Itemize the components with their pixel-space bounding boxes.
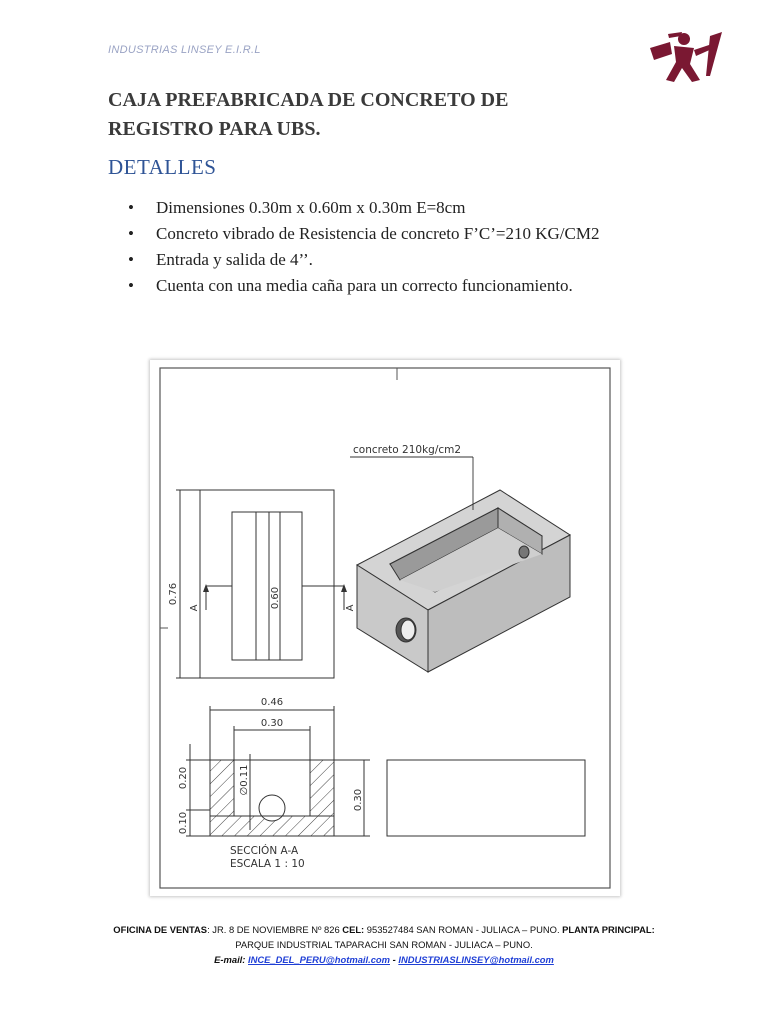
dim-total-height: 0.30 bbox=[353, 788, 364, 812]
footer-plant-label: PLANTA PRINCIPAL: bbox=[562, 924, 655, 935]
scale-label: ESCALA 1 : 10 bbox=[230, 858, 305, 870]
footer-email-separator: - bbox=[390, 954, 399, 965]
title-line-1: CAJA PREFABRICADA DE CONCRETO DE bbox=[108, 89, 509, 111]
document-title bbox=[108, 86, 628, 144]
dim-outer-height: 0.76 bbox=[168, 582, 179, 606]
dim-inner-height: 0.60 bbox=[270, 586, 281, 610]
dim-pipe: ∅0.11 bbox=[239, 764, 250, 796]
dim-upper: 0.20 bbox=[178, 766, 189, 790]
material-callout: concreto 210kg/cm2 bbox=[353, 444, 462, 456]
isometric-view bbox=[357, 490, 570, 672]
technical-drawing bbox=[150, 360, 620, 896]
list-item: • Concreto vibrado de Resistencia de concreto F’C’=210 KG/CM2 bbox=[128, 221, 648, 246]
side-elevation bbox=[387, 760, 585, 836]
list-item: • Dimensiones 0.30m x 0.60m x 0.30m E=8cm bbox=[128, 195, 648, 220]
plan-view bbox=[176, 490, 344, 678]
footer-email-label: E-mail: bbox=[214, 954, 246, 965]
footer bbox=[100, 922, 668, 967]
company-name: INDUSTRIAS LINSEY E.I.R.L bbox=[108, 44, 261, 56]
company-logo-icon bbox=[648, 30, 724, 84]
footer-cel-value: 953527484 SAN ROMAN - JULIACA – PUNO. bbox=[364, 924, 563, 935]
list-item: • Cuenta con una media caña para un correcto funcionamiento. bbox=[128, 273, 648, 298]
footer-sales-address: : JR. 8 DE NOVIEMBRE Nº 826 bbox=[207, 924, 343, 935]
dim-lower: 0.10 bbox=[178, 811, 189, 835]
section-heading: DETALLES bbox=[108, 155, 217, 179]
section-label: SECCIÓN A-A bbox=[230, 845, 299, 857]
dim-outer-width: 0.46 bbox=[260, 697, 284, 708]
footer-sales-label: OFICINA DE VENTAS bbox=[113, 924, 208, 935]
footer-plant-value: PARQUE INDUSTRIAL TAPARACHI SAN ROMAN - JULIACA – PUNO. bbox=[235, 939, 533, 950]
dim-inner-width: 0.30 bbox=[260, 718, 284, 729]
email-link-linsey[interactable]: INDUSTRIASLINSEY@hotmail.com bbox=[398, 954, 554, 965]
email-link-ince[interactable]: INCE_DEL_PERU@hotmail.com bbox=[248, 954, 390, 965]
title-line-2: REGISTRO PARA UBS. bbox=[108, 118, 321, 140]
details-list bbox=[128, 195, 648, 299]
section-mark-left: A bbox=[189, 604, 200, 612]
footer-cel-label: CEL: bbox=[342, 924, 365, 935]
list-item: • Entrada y salida de 4’’. bbox=[128, 247, 648, 272]
section-mark-right: A bbox=[345, 604, 356, 612]
